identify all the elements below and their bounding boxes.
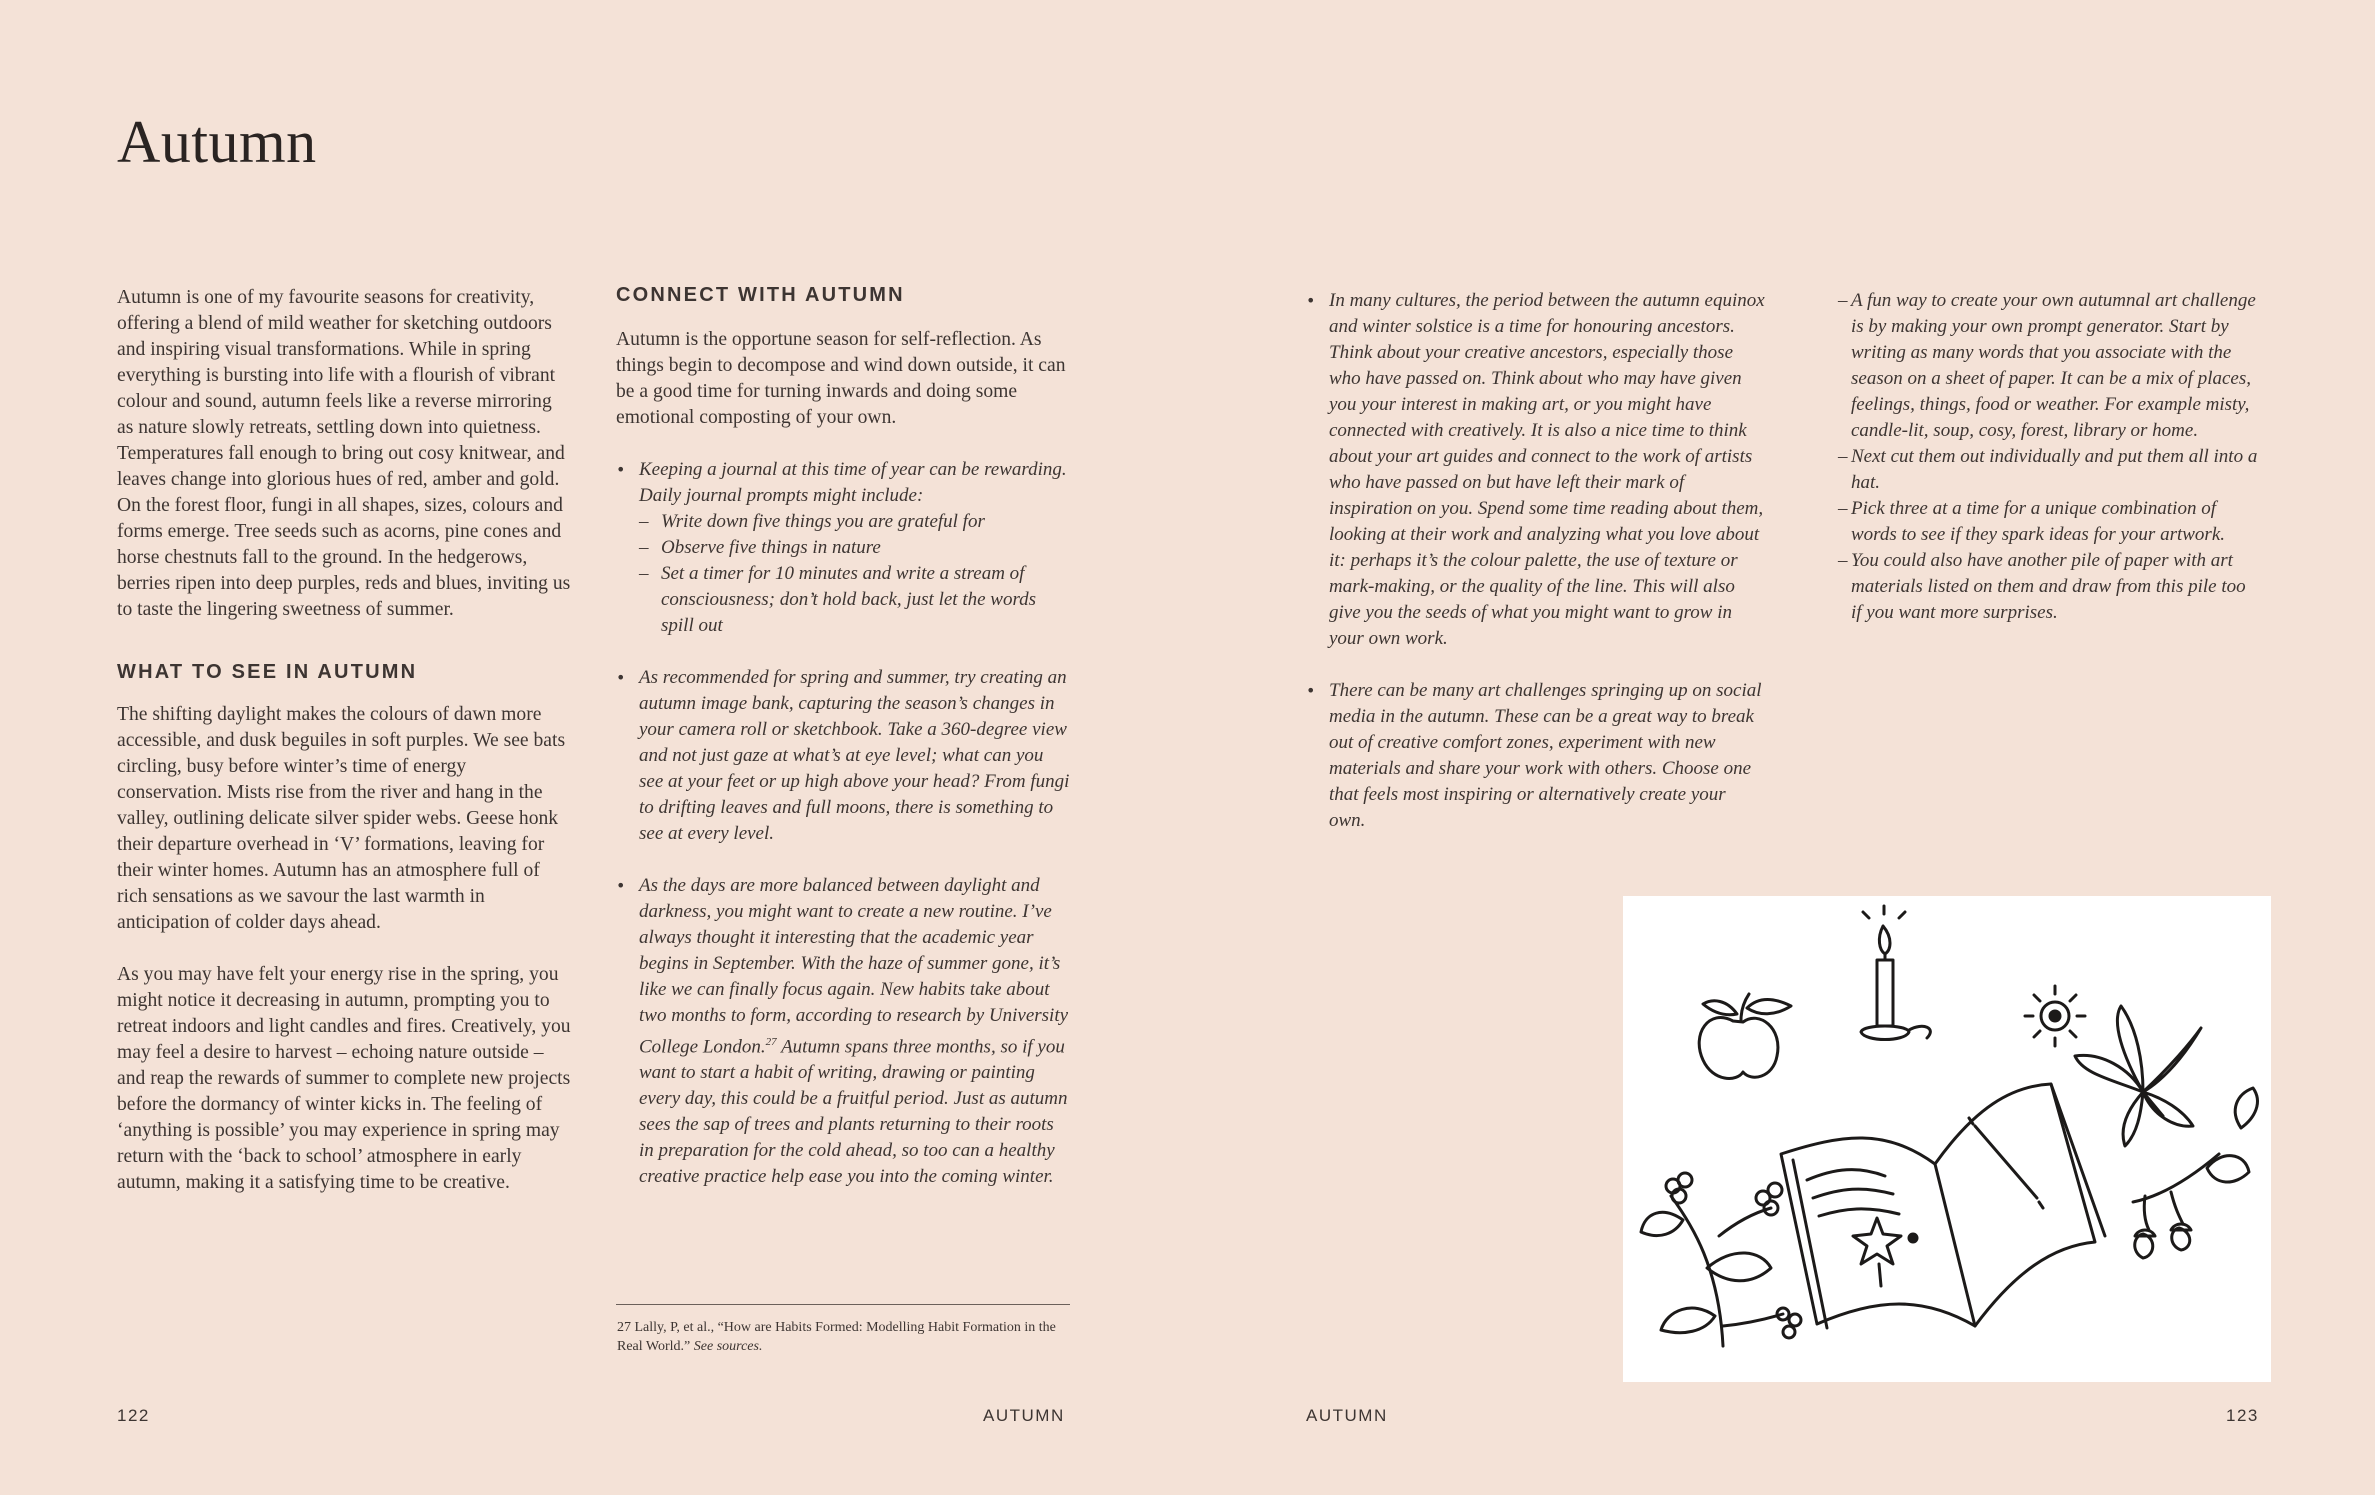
list-item [1306,288,1766,652]
journal-bullet: Keeping a journal at this time of year can be rewarding. Daily journal prompts might include: [639,459,1067,506]
column-4 [1838,288,2258,626]
berry-branch-icon [1641,1173,1801,1346]
footnote [617,1318,1077,1356]
right-running-head: AUTUMN [1306,1406,1388,1425]
footnote-text: 27 Lally, P, et al., “How are Habits Formed: Modelling Habit Formation in the Real World.” [617,1320,1056,1354]
acorn-branch-icon [2133,1154,2249,1258]
list-item: – Set a timer for 10 minutes and write a stream of consciousness; don’t hold back, just let the words spill out [639,561,1071,639]
list-item: – Next cut them out individually and put them all into a hat. [1838,444,2258,496]
footnote-see-sources: See sources. [693,1339,763,1354]
list-item [616,665,1071,847]
column-3 [1306,288,1766,860]
energy-paragraph: As you may have felt your energy rise in the spring, you might notice it decreasing in autumn, prompting you to retreat indoors and light candles and fires. Creatively, you may feel a desire to harvest – echoing nature outside – and reap the rewards of summer to complete new projects before the dormancy of winter kicks in. The feeling of ‘anything is possible’ you may experience in spring may return with the ‘back to school’ atmosphere in early autumn, making it a satisfying time to be creative. [117,964,571,1193]
list-item: – Write down five things you are grateful for [639,509,1071,535]
list-item [1306,678,1766,834]
journal-prompts [639,509,1071,639]
star-flower-icon [1853,1218,1901,1286]
column-2 [616,284,1071,1216]
apple-icon [1699,994,1791,1078]
left-running-head: AUTUMN [983,1406,1065,1425]
routine-bullet-b: Autumn spans three months, so if you want to start a habit of writing, drawing or painting every day, this could be a fruitful period. Just as autumn sees the sap of trees and plants returning to their roots in preparation for the cold ahead, so too can a healthy creative practice help ease you into the coming winter. [639,1036,1068,1188]
footnote-ref: 27 [765,1036,777,1048]
sun-icon [2025,986,2085,1046]
column-1 [117,285,572,1222]
image-bank-bullet: As recommended for spring and summer, try creating an autumn image bank, capturing the season’s changes in your camera roll or sketchbook. Take a 360-degree view and not just gaze at what’s at eye level; what can you see at your feet or up high above your head? From fungi to drifting leaves and full moons, there is something to see at every level. [639,667,1070,844]
list-item: – You could also have another pile of paper with art materials listed on them and draw from this pile too if you want more surprises. [1838,548,2258,626]
list-item [616,457,1071,639]
challenges-bullet: There can be many art challenges springing up on social media in the autumn. These can be a great way to break out of creative comfort zones, experiment with new materials and share your work with others. Choose one that feels most inspiring or alternatively create your own. [1329,680,1762,831]
book-icon [1781,1084,2105,1328]
connect-list [616,457,1071,1190]
right-page-number: 123 [2226,1406,2259,1425]
what-to-see-heading: WHAT TO SEE IN AUTUMN [117,661,418,683]
list-item: – A fun way to create your own autumnal art challenge is by making your own prompt generator. Start by writing as many words that you associate with the season on a sheet of paper. It can be a mix of places, feelings, things, food or weather. For example misty, candle-lit, soup, cosy, forest, library or home. [1838,288,2258,444]
intro-paragraph: Autumn is one of my favourite seasons for creativity, offering a blend of mild weather for sketching outdoors and inspiring visual transformations. While in spring everything is bursting into life with a flourish of vibrant colour and sound, autumn feels like a reverse mirroring as nature slowly retreats, settling down into quietness. Temperatures fall enough to bring out cosy knitwear, and leaves change into glorious hues of red, amber and gold. On the forest floor, fungi in all shapes, sizes, colours and forms emerge. Tree seeds such as acorns, pine cones and horse chestnuts fall to the ground. In the hedgerows, berries ripen into deep purples, reds and blues, inviting us to taste the lingering sweetness of summer. [117,287,571,620]
list-item [616,873,1071,1190]
ink-drawing [1623,896,2271,1382]
candle-icon [1861,906,1930,1040]
footnote-divider [616,1304,1070,1305]
page-title: Autumn [117,109,317,175]
small-leaf-icon [2235,1088,2257,1128]
list-item: – Observe five things in nature [639,535,1071,561]
autumn-illustration [1623,896,2271,1382]
routine-bullet-a: As the days are more balanced between daylight and darkness, you might want to create a new routine. I’ve always thought it interesting that the academic year begins in September. With the haze of summer gone, it’s like we can finally focus again. New habits take about two months to form, according to research by University College London. [639,875,1069,1058]
ancestors-bullet: In many cultures, the period between the autumn equinox and winter solstice is a time for honouring ancestors. Think about your creative ancestors, especially those who have passed on. Think about who may have given you your interest in making art, or you might have connected with creatively. It is also a nice time to think about your art guides and connect to the work of artists who have passed on but have left their mark of inspiration on you. Spend some time reading about them, looking at their work and analyzing what you love about it: perhaps it’s the colour palette, the use of texture or mark-making, or the quality of the line. This will also give you the seeds of what you might want to grow in your own work. [1329,290,1765,649]
leaf-icon [2075,1006,2201,1146]
left-page-number: 122 [117,1406,150,1425]
prompt-generator-list [1838,288,2258,626]
connect-intro: Autumn is the opportune season for self-reflection. As things begin to decompose and wind down outside, it can be a good time for turning inwards and doing some emotional composting of your own. [616,329,1066,428]
list-item: – Pick three at a time for a unique combination of words to see if they spark ideas for your artwork. [1838,496,2258,548]
connect-heading: CONNECT WITH AUTUMN [616,284,905,306]
ancestors-list [1306,288,1766,834]
daylight-paragraph: The shifting daylight makes the colours of dawn more accessible, and dusk beguiles in soft purples. We see bats circling, busy before winter’s time of energy conservation. Mists rise from the river and hang in the valley, outlining delicate silver spider webs. Geese honk their departure overhead in ‘V’ formations, leaving for their winter homes. Autumn has an atmosphere full of rich sensations as we savour the last warmth in anticipation of colder days ahead. [117,704,566,933]
